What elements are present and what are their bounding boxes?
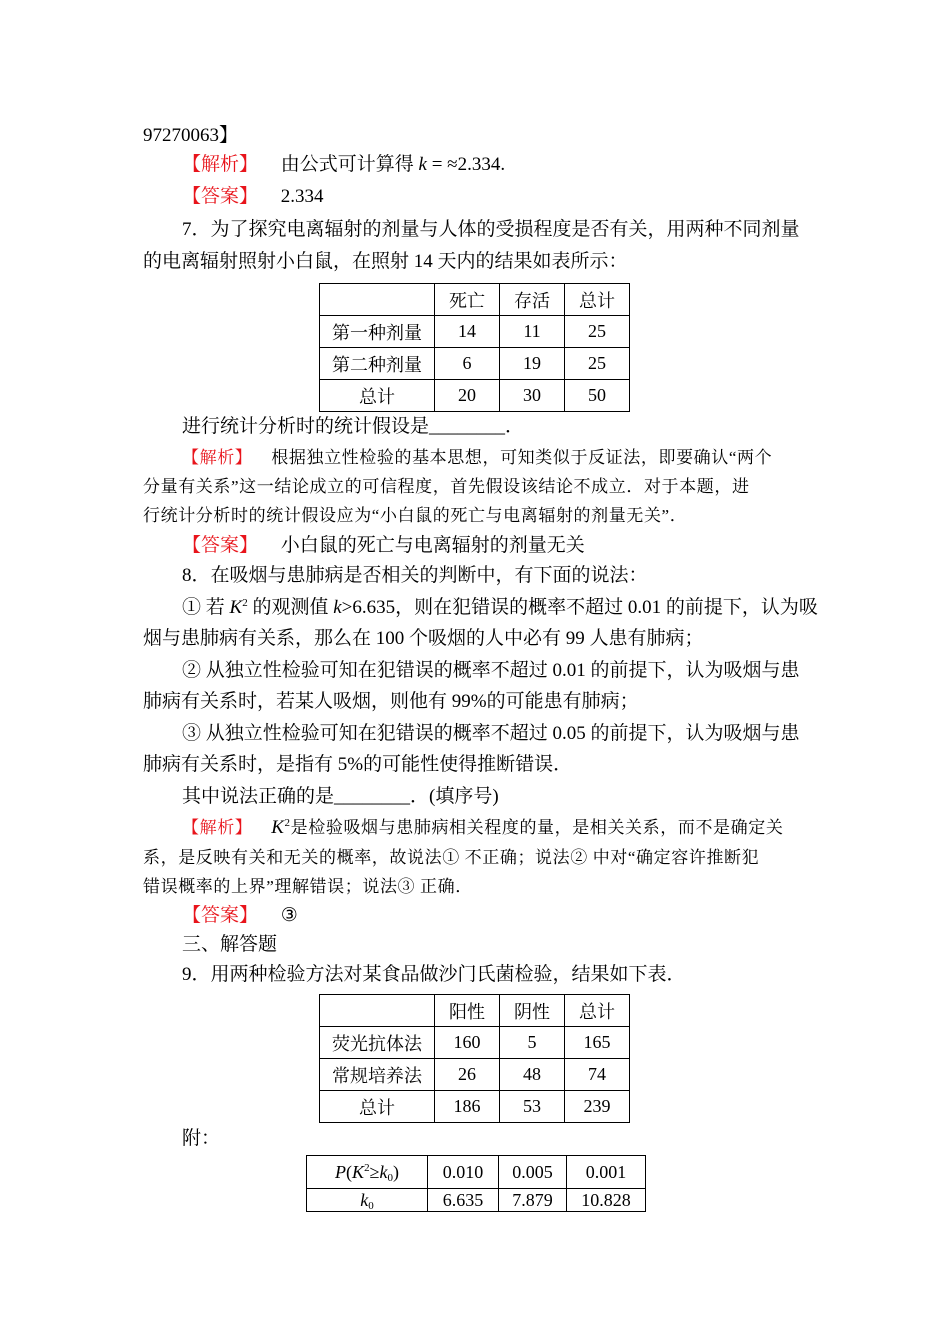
table-row bbox=[307, 1156, 646, 1189]
q7-jiexi-text1: 根据独立性检验的基本思想，可知类似于反证法，即要确认“两个 bbox=[271, 448, 773, 467]
section-title: 三、解答题 bbox=[182, 934, 278, 955]
q8-line1: 8．在吸烟与患肺病是否相关的判断中，有下面的说法： bbox=[182, 565, 648, 586]
q8-s1-text-b: 的观测值 bbox=[247, 597, 334, 618]
table-cell: 26 bbox=[435, 1059, 500, 1091]
q6-answer-text: 2.334 bbox=[280, 186, 324, 207]
table-cell: 30 bbox=[500, 380, 565, 412]
table-cell: 死亡 bbox=[435, 284, 500, 316]
q7-line2: 的电离辐射照射小白鼠，在照射 14 天内的结果如表所示： bbox=[143, 251, 628, 272]
table-cell: 7.879 bbox=[499, 1189, 567, 1212]
q6-jiexi-text-a: 由公式可计算得 bbox=[280, 154, 414, 175]
top-continuation: 97270063】 bbox=[143, 125, 239, 146]
table-cell: 19 bbox=[500, 348, 565, 380]
table-cell: 6 bbox=[435, 348, 500, 380]
table-cell: 存活 bbox=[500, 284, 565, 316]
q7-answer-text: 小白鼠的死亡与电离辐射的剂量无关 bbox=[280, 535, 585, 556]
q8-jiexi-label: 【解析】 bbox=[182, 818, 253, 837]
q6-jiexi-label: 【解析】 bbox=[182, 154, 259, 175]
table-cell: 186 bbox=[435, 1091, 500, 1123]
q7-table bbox=[319, 283, 630, 412]
q8-statement3-line2: 肺病有关系时，是指有 5%的可能性使得推断错误． bbox=[143, 754, 573, 775]
p-label-sup: 2 bbox=[364, 1161, 370, 1174]
table-row bbox=[320, 348, 630, 380]
critical-value-table bbox=[306, 1155, 646, 1212]
table-cell: 165 bbox=[565, 1027, 630, 1059]
p-label-k: k bbox=[379, 1161, 388, 1182]
table-cell: 荧光抗体法 bbox=[320, 1027, 435, 1059]
q8-s1-text-c: >6.635，则在犯错误的概率不超过 0.01 的前提下，认为吸 bbox=[341, 597, 818, 618]
table-header-row bbox=[320, 995, 630, 1027]
q8-jiexi-line3: 错误概率的上界”理解错误；说法③ 正确． bbox=[143, 877, 473, 896]
q8-s1-sup: 2 bbox=[242, 597, 248, 609]
table-cell: 0.010 bbox=[428, 1156, 499, 1189]
q7-answer-line bbox=[182, 534, 585, 558]
table-cell: 常规培养法 bbox=[320, 1059, 435, 1091]
p-label-paren-open: ( bbox=[346, 1161, 353, 1182]
table-cell: 总计 bbox=[320, 380, 435, 412]
table-cell: 53 bbox=[500, 1091, 565, 1123]
q8-question: 其中说法正确的是________．(填序号) bbox=[182, 786, 499, 807]
table-cell: 5 bbox=[500, 1027, 565, 1059]
table-row bbox=[320, 1027, 630, 1059]
q7-line1: 7．为了探究电离辐射的剂量与人体的受损程度是否有关，用两种不同剂量 bbox=[182, 219, 800, 240]
q7-answer-label: 【答案】 bbox=[182, 535, 259, 556]
table-cell: 0.005 bbox=[499, 1156, 567, 1189]
q7-question: 进行统计分析时的统计假设是________． bbox=[182, 416, 525, 437]
q8-jiexi-sup: 2 bbox=[284, 817, 291, 829]
q7-jiexi-line1 bbox=[182, 446, 772, 470]
table-row bbox=[320, 1059, 630, 1091]
q6-answer-line bbox=[182, 185, 324, 209]
q8-jiexi-line1 bbox=[182, 816, 783, 840]
table-cell: 50 bbox=[565, 380, 630, 412]
table-row bbox=[320, 380, 630, 412]
q7-jiexi-label: 【解析】 bbox=[182, 448, 253, 467]
q9-line1: 9．用两种检验方法对某食品做沙门氏菌检验，结果如下表． bbox=[182, 964, 686, 985]
table-cell: 25 bbox=[565, 348, 630, 380]
q8-jiexi-line2: 系，是反映有关和无关的概率，故说法① 不正确；说法② 中对“确定容许推断犯 bbox=[143, 848, 760, 867]
q7-jiexi-line3: 行统计分析时的统计假设应为“小白鼠的死亡与电离辐射的剂量无关”． bbox=[143, 506, 688, 525]
q8-answer-label: 【答案】 bbox=[182, 905, 259, 926]
table-cell: 6.635 bbox=[428, 1189, 499, 1212]
q8-statement1-line1 bbox=[182, 596, 818, 620]
p-label-cell bbox=[307, 1156, 428, 1189]
k-label-cell bbox=[307, 1189, 428, 1212]
p-label-geq: ≥ bbox=[369, 1161, 380, 1182]
q8-statement3-line1: ③ 从独立性检验可知在犯错误的概率不超过 0.05 的前提下，认为吸烟与患 bbox=[182, 723, 800, 744]
q8-s1-text-a: ① 若 bbox=[182, 597, 230, 618]
table-row bbox=[307, 1189, 646, 1212]
q8-s1-K: K bbox=[229, 597, 243, 618]
q8-jiexi-K: K bbox=[271, 817, 285, 838]
table-cell: 第二种剂量 bbox=[320, 348, 435, 380]
q8-statement2-line1: ② 从独立性检验可知在犯错误的概率不超过 0.01 的前提下，认为吸烟与患 bbox=[182, 660, 800, 681]
q6-jiexi-line bbox=[182, 153, 505, 177]
q8-s1-k: k bbox=[333, 597, 342, 618]
table-cell: 阳性 bbox=[435, 995, 500, 1027]
table-row bbox=[320, 316, 630, 348]
q8-statement2-line2: 肺病有关系时，若某人吸烟，则他有 99%的可能患有肺病； bbox=[143, 691, 639, 712]
table-row bbox=[320, 1091, 630, 1123]
q8-answer-line bbox=[182, 904, 298, 928]
table-cell: 总计 bbox=[320, 1091, 435, 1123]
table-cell bbox=[320, 995, 435, 1027]
table-cell: 25 bbox=[565, 316, 630, 348]
q8-answer-text: ③ bbox=[280, 905, 298, 926]
table-cell: 总计 bbox=[565, 284, 630, 316]
q7-jiexi-line2: 分量有关系”这一结论成立的可信程度，首先假设该结论不成立．对于本题，进 bbox=[143, 477, 750, 496]
k-label-k: k bbox=[360, 1189, 369, 1210]
p-label-K: K bbox=[352, 1161, 365, 1182]
table-cell: 0.001 bbox=[567, 1156, 646, 1189]
q6-answer-label: 【答案】 bbox=[182, 186, 259, 207]
table-cell: 第一种剂量 bbox=[320, 316, 435, 348]
appendix-label: 附： bbox=[182, 1128, 221, 1149]
k-label-sub: 0 bbox=[368, 1199, 374, 1212]
table-cell: 11 bbox=[500, 316, 565, 348]
table-cell: 239 bbox=[565, 1091, 630, 1123]
table-cell: 48 bbox=[500, 1059, 565, 1091]
table-cell: 74 bbox=[565, 1059, 630, 1091]
q6-jiexi-text-b: = ≈2.334. bbox=[431, 154, 506, 175]
p-label-sub: 0 bbox=[387, 1171, 393, 1184]
q9-table bbox=[319, 994, 630, 1123]
p-label-P: P bbox=[335, 1161, 347, 1182]
table-cell: 总计 bbox=[565, 995, 630, 1027]
table-cell: 160 bbox=[435, 1027, 500, 1059]
q8-jiexi-text1: 是检验吸烟与患肺病相关程度的量，是相关关系，而不是确定关 bbox=[290, 818, 784, 837]
table-cell: 14 bbox=[435, 316, 500, 348]
table-cell bbox=[320, 284, 435, 316]
table-cell: 阴性 bbox=[500, 995, 565, 1027]
table-cell: 10.828 bbox=[567, 1189, 646, 1212]
table-header-row bbox=[320, 284, 630, 316]
p-label-paren-close: ) bbox=[392, 1161, 399, 1182]
q8-statement1-line2: 烟与患肺病有关系，那么在 100 个吸烟的人中必有 99 人患有肺病； bbox=[143, 628, 704, 649]
q6-jiexi-k: k bbox=[418, 154, 427, 175]
table-cell: 20 bbox=[435, 380, 500, 412]
